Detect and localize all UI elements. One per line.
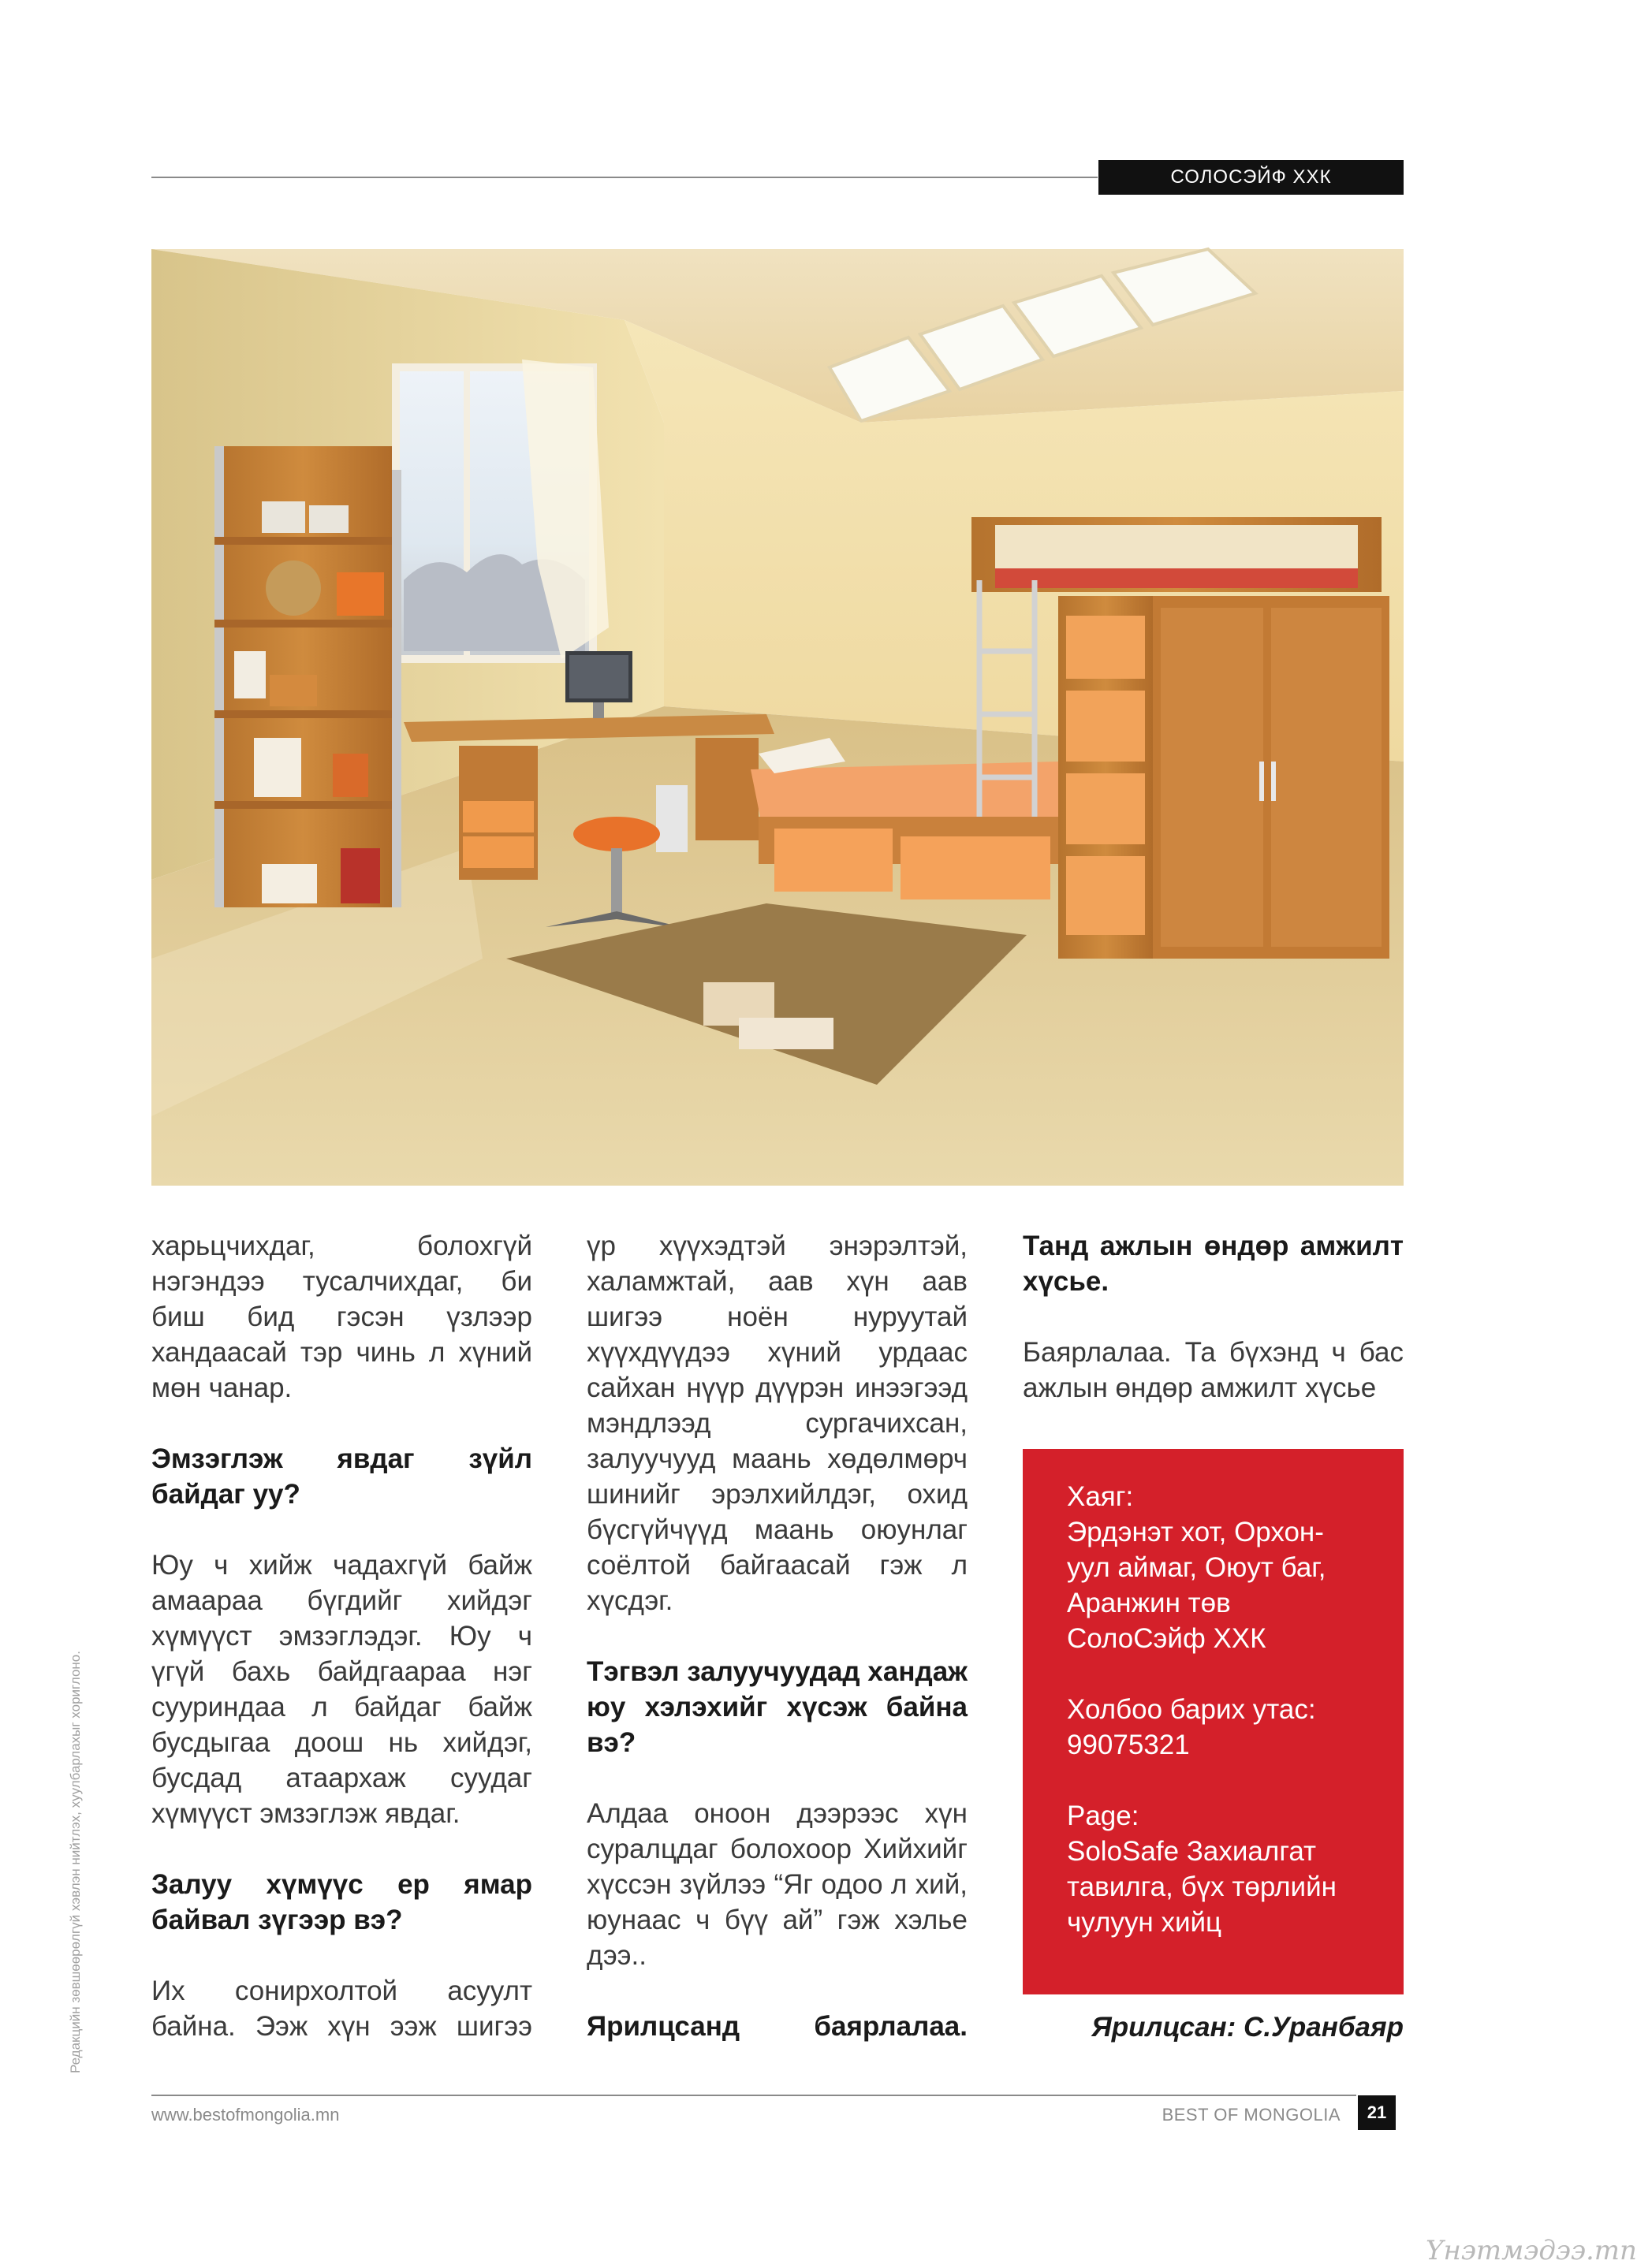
page-label: Page: — [1067, 1801, 1139, 1831]
address-value: Эрдэнэт хот, Орхон-уул аймаг, Оюут баг, Аранжин төв СолоСэйф ХХК — [1067, 1517, 1326, 1654]
address-label: Хаяг: — [1067, 1481, 1134, 1512]
bedroom-photo — [151, 249, 1404, 1186]
question-heading: Залуу хүмүүс ер ямар байвал зүгээр вэ? — [151, 1869, 532, 1935]
question-heading: Тэгвэл залуучуудад хандаж юу хэлэхийг хүсэж байна вэ? — [587, 1656, 968, 1758]
address-block — [1067, 1479, 1359, 1656]
paragraph: харьцчихдаг, болохгүй нэгэндээ тусалчихдаг, би биш бид гэсэн үзлээр хандаасай тэр чинь л хүний мөн чанар. — [151, 1231, 532, 1403]
closing-line: Ярилцсанд баярлалаа. — [587, 2011, 968, 2042]
paragraph: Юу ч хийж чадахгүй байж амаараа бүгдийг хийдэг хүмүүст эмзэглэдэг. Юу ч үгүй бахь байдгаараа нэг сууриндаа л байдаг байж бусдыгаа доош нь хийдэг, бусдад атаархаж суудаг хүмүүст эмзэглэж явдаг. — [151, 1550, 532, 1829]
article-column-2 — [587, 1228, 968, 2080]
footer-magazine-name: BEST OF MONGOLIA — [1162, 2105, 1341, 2125]
interviewer-credit: Ярилцсан: С.Уранбаяр — [1091, 2012, 1404, 2043]
question-heading: Танд ажлын өндөр амжилт хүсье. — [1023, 1231, 1404, 1297]
contact-box — [1023, 1449, 1404, 1994]
footer-rule — [151, 2095, 1356, 2096]
paragraph: Алдаа оноон дээрээс хүн суралцдаг болохоор Хийхийг хүссэн зүйлээ “Яг одоо л хий, юунаас ч бүү ай” гэж хэлье дээ.. — [587, 1798, 968, 1971]
copyright-side-note: Редакцийн зөвшөөрөлгүй хэвлэн нийтлэх, хуулбарлахыг хориглоно. — [68, 1651, 83, 2073]
question-heading: Эмзэглэж явдаг зүйл байдаг уу? — [151, 1443, 532, 1510]
article-column-3 — [1023, 1228, 1404, 1441]
footer-website-link[interactable]: www.bestofmongolia.mn — [151, 2105, 340, 2125]
article-column-1 — [151, 1228, 532, 2080]
header-rule — [151, 177, 1098, 178]
page-block — [1067, 1798, 1359, 1940]
page-value: SoloSafe Захиалгат тавилга, бүх төрлийн чулуун хийц — [1067, 1836, 1337, 1938]
paragraph: Их сонирхолтой асуулт байна. Ээж хүн ээж шигээ — [151, 1976, 532, 2042]
company-tag: СОЛОСЭЙФ ХХК — [1098, 160, 1404, 195]
paragraph: үр хүүхэдтэй энэрэлтэй, халамжтай, аав хүн аав шигээ ноён нуруутай хүүхдүүдээ хүний урдаас сайхан нүүр дүүрэн инээгээд мэндлээд сургачихсан, залуучууд маань хөдөлмөрч шинийг эрэлхийлдэг, охид бүсгүйчүүд маань оюунлаг соёлтой байгаасай гэж л хүсдэг. — [587, 1231, 968, 1616]
watermark: Үнэтмэдээ.mn — [1426, 2235, 1637, 2266]
phone-block — [1067, 1692, 1359, 1763]
paragraph: Баярлалаа. Та бүхэнд ч бас ажлын өндөр амжилт хүсье — [1023, 1337, 1404, 1403]
phone-value: 99075321 — [1067, 1730, 1190, 1760]
phone-label: Холбоо барих утас: — [1067, 1694, 1316, 1725]
page-number: 21 — [1358, 2095, 1396, 2130]
